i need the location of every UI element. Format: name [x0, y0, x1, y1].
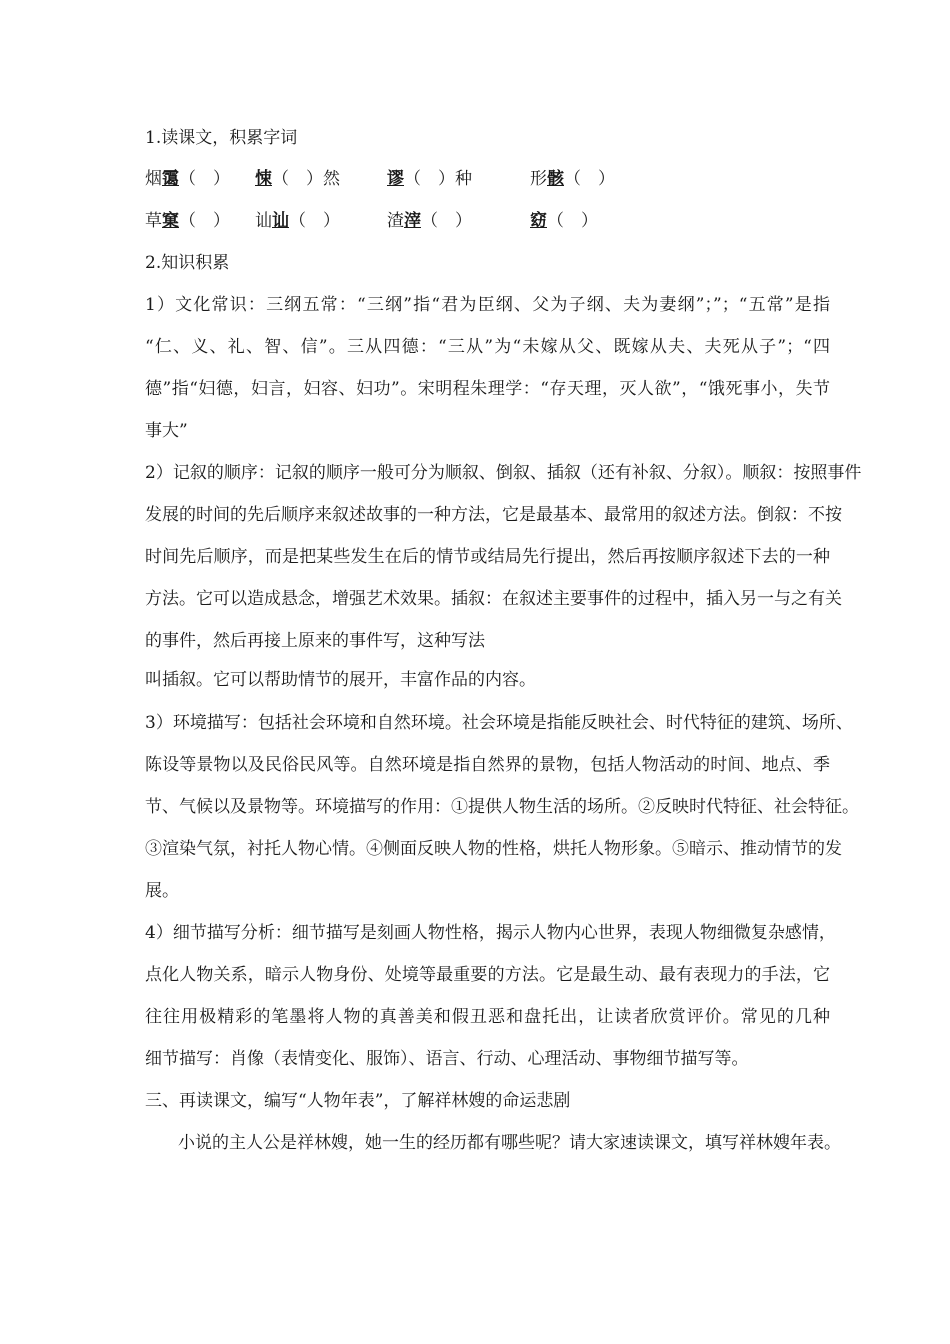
paragraph-line: 的事件，然后再接上原来的事件写，这种写法	[145, 631, 485, 651]
paragraph-line: 1）文化常识：三纲五常：“三纲”指“君为臣纲、父为子纲、夫为妻纲”；”；“五常”是指	[145, 295, 830, 315]
vocab-item: 谬（ ）种	[387, 169, 472, 189]
vocab-item: 讪讪（ ）	[255, 211, 340, 231]
vocab-item: 渣滓（ ）	[387, 211, 472, 231]
paragraph-line: 点化人物关系，暗示人物身份、处境等最重要的方法。它是最生动、最有表现力的手法，它	[145, 965, 830, 985]
paragraph-line: 德”指“妇德，妇言，妇容、妇功”。宋明程朱理学：“存天理，灭人欲”，“饿死事小，失节	[145, 379, 830, 399]
paragraph-line: 时间先后顺序，而是把某些发生在后的情节或结局先行提出，然后再按顺序叙述下去的一种	[145, 547, 830, 567]
paragraph-line: 往往用极精彩的笔墨将人物的真善美和假丑恶和盘托出，让读者欣赏评价。常见的几种	[145, 1007, 830, 1027]
section3-heading: 三、再读课文，编写“人物年表”，了解祥林嫂的命运悲剧	[145, 1091, 571, 1111]
paragraph-line: 陈设等景物以及民俗民风等。自然环境是指自然界的景物，包括人物活动的时间、地点、季	[145, 755, 830, 775]
paragraph-line: 细节描写：肖像（表情变化、服饰）、语言、行动、心理活动、事物细节描写等。	[145, 1049, 749, 1069]
section2-heading: 2.知识积累	[145, 253, 230, 273]
section1-heading: 1.读课文，积累字词	[145, 128, 298, 148]
paragraph-line: 2）记叙的顺序：记叙的顺序一般可分为顺叙、倒叙、插叙（还有补叙、分叙）。顺叙：按照事件	[145, 463, 862, 483]
vocab-item: 窈（ ）	[530, 211, 598, 231]
vocab-item: 烟霭（ ）	[145, 169, 230, 189]
paragraph-line: “仁、义、礼、智、信”。三从四德：“三从”为“未嫁从父、既嫁从夫、夫死从子”；“四	[145, 337, 830, 357]
paragraph-line: 叫插叙。它可以帮助情节的展开，丰富作品的内容。	[145, 670, 536, 690]
section3-body: 小说的主人公是祥林嫂，她一生的经历都有哪些呢？请大家速读课文，填写祥林嫂年表。	[178, 1133, 841, 1153]
vocab-item: 形骸（ ）	[530, 169, 615, 189]
paragraph-line: 事大”	[145, 421, 188, 441]
vocab-item: 草窠（ ）	[145, 211, 230, 231]
paragraph-line: 方法。它可以造成悬念，增强艺术效果。插叙：在叙述主要事件的过程中，插入另一与之有关	[145, 589, 842, 609]
paragraph-line: ③渲染气氛，衬托人物心情。④侧面反映人物的性格，烘托人物形象。⑤暗示、推动情节的发	[145, 839, 842, 859]
paragraph-line: 发展的时间的先后顺序来叙述故事的一种方法，它是最基本、最常用的叙述方法。倒叙：不按	[145, 505, 842, 525]
vocab-item: 悚（ ）然	[255, 169, 340, 189]
paragraph-line: 节、气候以及景物等。环境描写的作用：①提供人物生活的场所。②反映时代特征、社会特征。	[145, 797, 859, 817]
paragraph-line: 展。	[145, 881, 179, 901]
paragraph-line: 3）环境描写：包括社会环境和自然环境。社会环境是指能反映社会、时代特征的建筑、场所、	[145, 713, 853, 733]
paragraph-line: 4）细节描写分析：细节描写是刻画人物性格，揭示人物内心世界，表现人物细微复杂感情，	[145, 923, 836, 943]
